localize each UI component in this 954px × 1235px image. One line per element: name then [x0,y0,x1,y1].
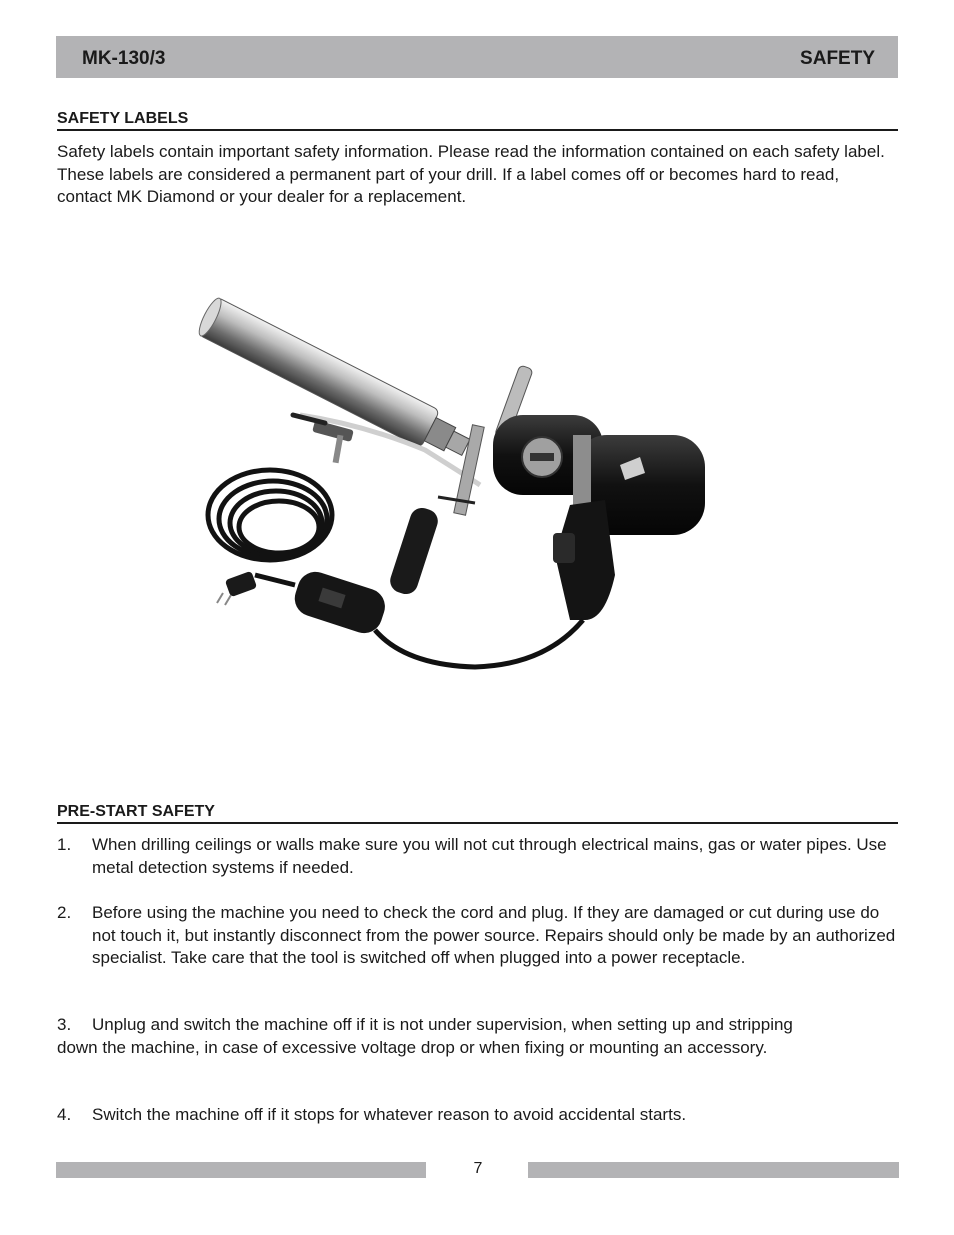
pre-start-heading: PRE-START SAFETY [57,803,898,824]
header-bar [56,36,898,78]
section-title: SAFETY [800,48,875,69]
page-number: 7 [473,1160,483,1177]
list-item-text: Before using the machine you need to check the cord and plug. If they are damaged or cut during use do not touch it, but instantly disconnect from the power source. Repairs should only be made by an authorized specialist. Take care that the tool is switched off when plugged into a power receptacle. [92,903,896,967]
list-item [57,834,902,879]
list-item-text: Switch the machine off if it stops for whatever reason to avoid accidental starts. [92,1105,687,1124]
list-item-number: 3. [57,1015,72,1034]
list-item-text: When drilling ceilings or walls make sure you will not cut through electrical mains, gas or water pipes. Use metal detection systems if needed. [92,835,887,877]
list-item [57,902,902,970]
core-drill-photo [175,275,720,700]
safety-labels-heading: SAFETY LABELS [57,110,898,131]
list-item [57,1014,797,1059]
list-item-number: 4. [57,1105,72,1124]
list-item [57,1104,902,1127]
list-item-number: 1. [57,835,72,854]
list-item-text: Unplug and switch the machine off if it is not under supervision, when setting up and stripping down the machine, in case of excessive voltage drop or when fixing or mounting an accessory. [57,1015,793,1057]
footer-bar-right [528,1162,899,1178]
model-title: MK-130/3 [82,48,166,69]
safety-labels-body: Safety labels contain important safety information. Please read the information contained on each safety label. These labels are considered a permanent part of your drill. If a label comes off or becomes hard to read, contact MK Diamond or your dealer for a replacement. [57,142,885,206]
list-item-number: 2. [57,903,72,922]
footer-bar-left [56,1162,426,1178]
